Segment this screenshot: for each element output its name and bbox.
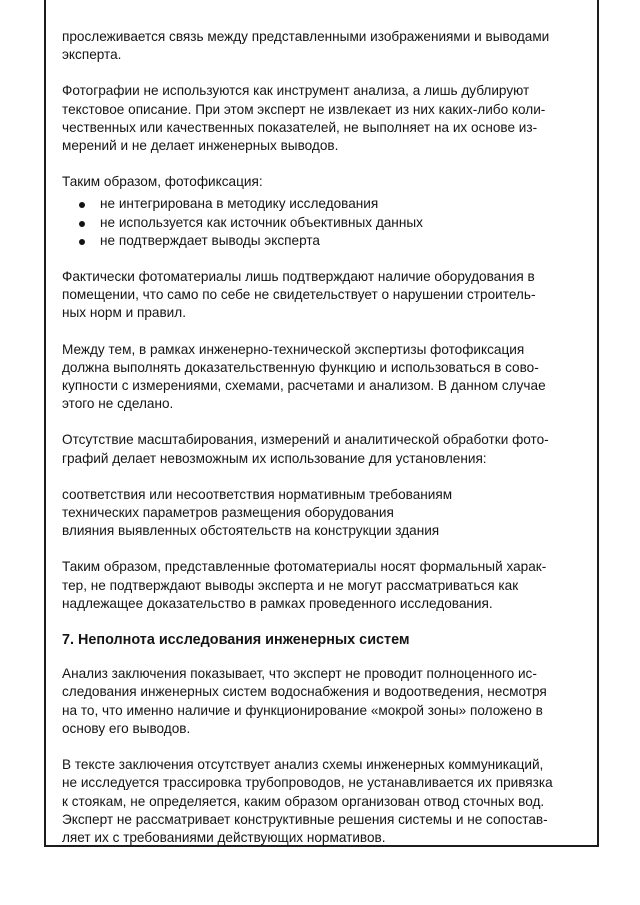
text-line: Анализ заключения показывает, что эксперт не проводит полноценного ис- bbox=[62, 666, 537, 682]
paragraph bbox=[62, 28, 592, 64]
text-line: ляет их с требованиями действующих нормативов. bbox=[62, 829, 386, 845]
text-line: к стоякам, не определяется, каким образом организован отвод сточных вод. bbox=[62, 793, 545, 809]
text-line: основу его выводов. bbox=[62, 720, 191, 736]
text-line: Таким образом, представленные фотоматериалы носят формальный харак- bbox=[62, 559, 547, 575]
section-heading: 7. Неполнота исследования инженерных систем bbox=[62, 632, 410, 649]
text-line: тер, не подтверждают выводы эксперта и не могут рассматриваться как bbox=[62, 577, 519, 593]
page-border-left bbox=[44, 0, 46, 846]
text-line: Отсутствие масштабирования, измерений и аналитической обработки фото- bbox=[62, 432, 549, 448]
paragraph bbox=[62, 173, 592, 191]
paragraph bbox=[62, 756, 592, 847]
text-line: Таким образом, фотофиксация: bbox=[62, 174, 263, 190]
list-item bbox=[62, 195, 592, 213]
text-line: Между тем, в рамках инженерно-технической экспертизы фотофиксация bbox=[62, 341, 525, 357]
text-line: Фотографии не используются как инструмент анализа, а лишь дублируют bbox=[62, 83, 530, 99]
bullet-list bbox=[62, 195, 592, 250]
text-line: эксперта. bbox=[62, 47, 122, 63]
text-line: чественных или качественных показателей, не выполняет на их основе из- bbox=[62, 119, 538, 135]
paragraph bbox=[62, 341, 592, 414]
text-line: купности с измерениями, схемами, расчетами и анализом. В данном случае bbox=[62, 378, 546, 394]
text-line: следования инженерных систем водоснабжения и водоотведения, несмотря bbox=[62, 684, 547, 700]
text-line: помещении, что само по себе не свидетельствует о нарушении строитель- bbox=[62, 287, 536, 303]
text-line: на то, что именно наличие и функционирование «мокрой зоны» положено в bbox=[62, 702, 543, 718]
document-body bbox=[62, 28, 592, 865]
paragraph bbox=[62, 268, 592, 323]
text-line: технических параметров размещения оборудования bbox=[62, 505, 394, 521]
bullet-icon bbox=[79, 221, 85, 227]
text-line: соответствия или несоответствия нормативным требованиям bbox=[62, 486, 453, 502]
text-line: прослеживается связь между представленными изображениями и выводами bbox=[62, 29, 550, 44]
text-line: влияния выявленных обстоятельств на конструкции здания bbox=[62, 523, 440, 539]
list-item-text: не используется как источник объективных данных bbox=[100, 214, 423, 230]
text-line: этого не сделано. bbox=[62, 396, 174, 412]
list-item bbox=[62, 232, 592, 250]
paragraph bbox=[62, 431, 592, 467]
text-line: не исследуется трассировка трубопроводов, не устанавливается их привязка bbox=[62, 775, 553, 791]
text-line: Фактически фотоматериалы лишь подтверждают наличие оборудования в bbox=[62, 269, 535, 285]
list-item bbox=[62, 214, 592, 232]
text-line: текстовое описание. При этом эксперт не извлекает из них каких-либо коли- bbox=[62, 101, 546, 117]
text-line: Эксперт не рассматривает конструктивные решения системы и не сопостав- bbox=[62, 811, 548, 827]
plain-list bbox=[62, 486, 592, 541]
text-line: надлежащее доказательство в рамках проведенного исследования. bbox=[62, 595, 493, 611]
paragraph bbox=[62, 558, 592, 613]
text-line: В тексте заключения отсутствует анализ схемы инженерных коммуникаций, bbox=[62, 757, 544, 773]
paragraph bbox=[62, 665, 592, 738]
bullet-icon bbox=[79, 202, 85, 208]
text-line: ных норм и правил. bbox=[62, 305, 186, 321]
text-line: мерений и не делает инженерных выводов. bbox=[62, 138, 339, 154]
text-line: графий делает невозможным их использование для установления: bbox=[62, 450, 487, 466]
list-item-text: не интегрирована в методику исследования bbox=[100, 196, 379, 212]
paragraph bbox=[62, 82, 592, 155]
bullet-icon bbox=[79, 239, 85, 245]
page-border-right bbox=[597, 0, 599, 846]
list-item-text: не подтверждает выводы эксперта bbox=[100, 232, 320, 248]
text-line: должна выполнять доказательственную функцию и использоваться в сово- bbox=[62, 359, 539, 375]
